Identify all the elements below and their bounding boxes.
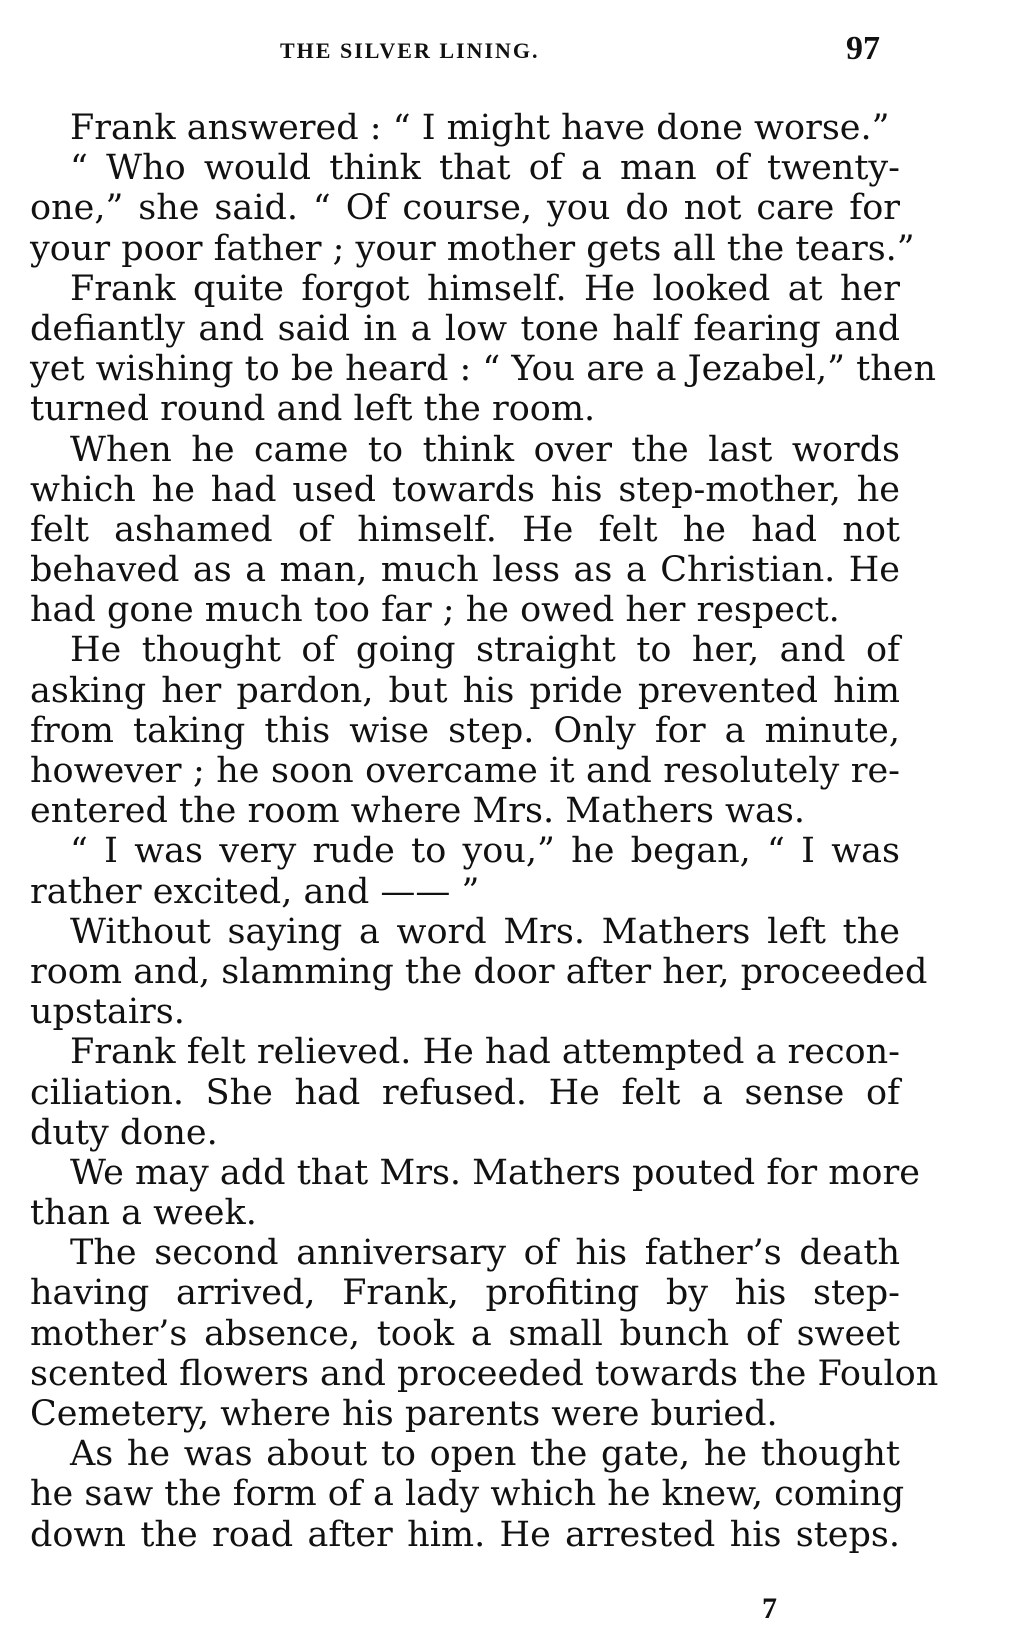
text-line: felt ashamed of himself. He felt he had not <box>30 509 900 550</box>
text-line: having arrived, Frank, profiting by his step- <box>30 1273 900 1314</box>
text-line: Without saying a word Mrs. Mathers left the <box>70 911 900 952</box>
text-line: from taking this wise step. Only for a minute, <box>30 710 900 751</box>
text-line: room and, slamming the door after her, proceeded <box>30 951 928 992</box>
text-line: Cemetery, where his parents were buried. <box>30 1394 778 1434</box>
text-line: yet wishing to be heard : “ You are a Jezabel,” then <box>30 349 937 390</box>
text-line: entered the room where Mrs. Mathers was. <box>30 791 805 832</box>
signature-mark: 7 <box>762 1592 777 1625</box>
text-line: however ; he soon overcame it and resolutely re- <box>30 751 900 791</box>
text-line: mother’s absence, took a small bunch of sweet <box>30 1313 900 1354</box>
text-line: Frank quite forgot himself. He looked at her <box>70 268 900 309</box>
text-line: We may add that Mrs. Mathers pouted for more <box>70 1152 920 1193</box>
text-line: had gone much too far ; he owed her respect. <box>30 590 840 631</box>
text-line: The second anniversary of his father’s death <box>70 1233 900 1274</box>
text-line: As he was about to open the gate, he thought <box>70 1434 900 1475</box>
page-number: 97 <box>846 30 880 67</box>
body-text <box>30 108 939 1555</box>
text-line: your poor father ; your mother gets all the tears.” <box>30 228 915 269</box>
text-line: He thought of going straight to her, and of <box>70 630 900 671</box>
running-title: THE SILVER LINING. <box>280 38 540 63</box>
text-line: duty done. <box>30 1112 218 1153</box>
text-line: one,” she said. “ Of course, you do not care for <box>30 188 900 229</box>
text-line: asking her pardon, but his pride prevented him <box>30 670 900 711</box>
text-line: “ I was very rude to you,” he began, “ I was <box>70 831 900 872</box>
text-line: defiantly and said in a low tone half fearing and <box>30 308 900 349</box>
text-line: Frank answered : “ I might have done worse.” <box>70 108 890 148</box>
text-line: Frank felt relieved. He had attempted a recon- <box>70 1032 900 1073</box>
text-line: turned round and left the room. <box>30 389 596 430</box>
text-line: he saw the form of a lady which he knew, coming <box>30 1474 905 1515</box>
text-line: scented flowers and proceeded towards the Foulon <box>30 1353 939 1394</box>
text-line: “ Who would think that of a man of twenty- <box>70 148 900 189</box>
text-line: behaved as a man, much less as a Christian. He <box>30 550 900 591</box>
text-line: ciliation. She had refused. He felt a sense of <box>30 1072 900 1113</box>
text-line: down the road after him. He arrested his steps. <box>30 1514 900 1555</box>
text-line: upstairs. <box>30 992 185 1033</box>
text-line: When he came to think over the last words <box>70 429 900 470</box>
text-line: rather excited, and —— ” <box>30 871 480 912</box>
text-line: than a week. <box>30 1193 257 1234</box>
text-line: which he had used towards his step-mother, he <box>30 469 900 510</box>
